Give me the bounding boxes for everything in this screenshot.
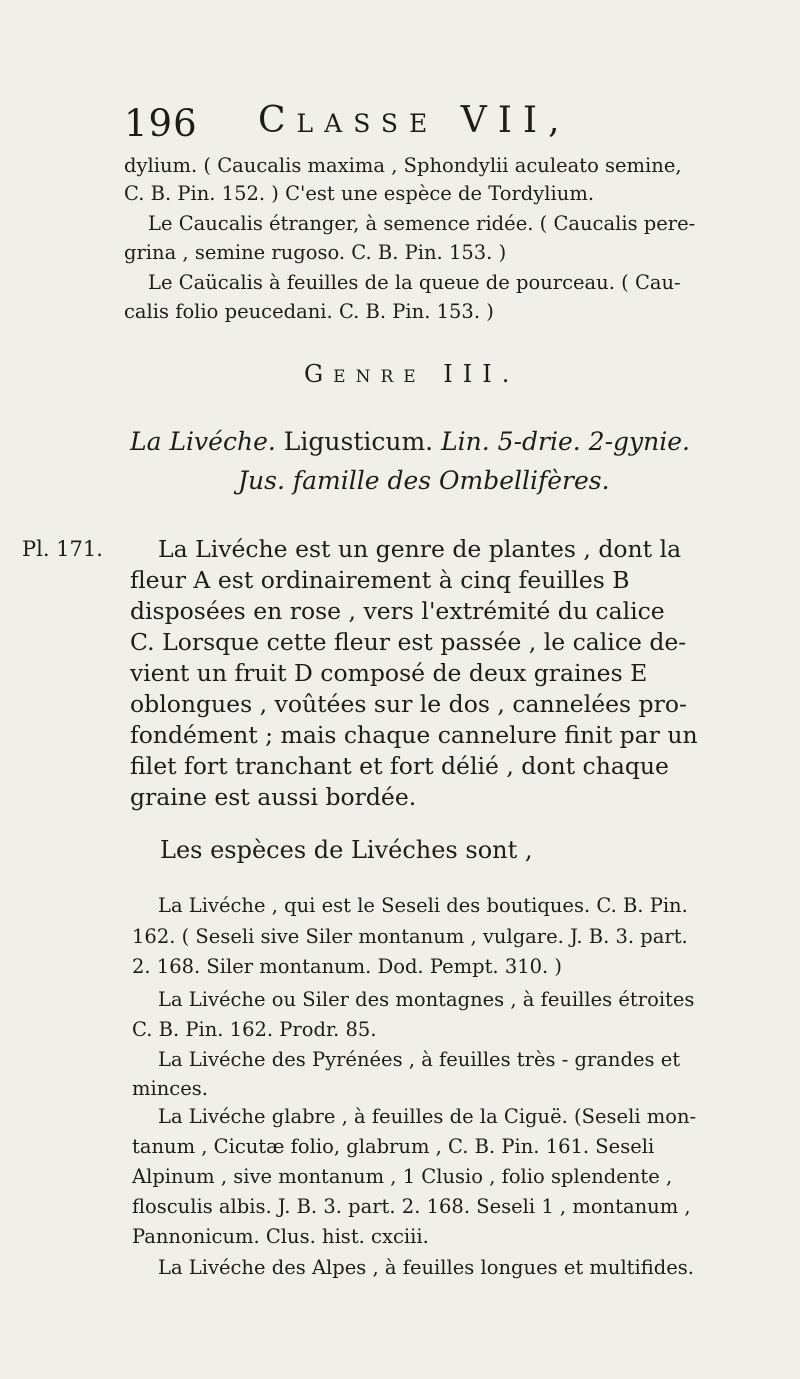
- french-genus-name: La Livéche.: [130, 427, 276, 456]
- description-line: vient un fruit D composé de deux graines E: [130, 659, 648, 687]
- species-line: La Livéche des Pyrénées , à feuilles très - grandes et: [158, 1048, 681, 1071]
- page-number: 196: [124, 102, 198, 145]
- plate-reference: Pl. 171.: [22, 537, 103, 561]
- intro-line: Le Caücalis à feuilles de la queue de pourceau. ( Cau-: [148, 271, 681, 294]
- species-line: La Livéche ou Siler des montagnes , à feuilles étroites: [158, 988, 695, 1011]
- intro-line: dylium. ( Caucalis maxima , Sphondylii aculeato semine,: [124, 154, 682, 177]
- intro-line: Le Caucalis étranger, à semence ridée. ( Caucalis pere-: [148, 212, 696, 235]
- class-title: Classe VII,: [258, 100, 571, 141]
- description-line: fleur A est ordinairement à cinq feuilles B: [130, 566, 630, 594]
- description-line: oblongues , voûtées sur le dos , cannelées pro-: [130, 690, 687, 718]
- intro-line: calis folio peucedani. C. B. Pin. 153. ): [124, 300, 494, 323]
- species-line: Alpinum , sive montanum , 1 Clusio , folio splendente ,: [132, 1165, 673, 1188]
- linnaeus-classification: Lin. 5-drie. 2-gynie.: [441, 427, 690, 456]
- intro-line: grina , semine rugoso. C. B. Pin. 153. ): [124, 241, 507, 264]
- description-line: graine est aussi bordée.: [130, 783, 417, 811]
- genre-title: Genre III.: [304, 360, 520, 388]
- species-line: minces.: [132, 1077, 208, 1100]
- description-line: La Livéche est un genre de plantes , dont la: [158, 535, 682, 563]
- species-line: La Livéche des Alpes , à feuilles longues et multifides.: [158, 1256, 694, 1279]
- species-line: La Livéche , qui est le Seseli des boutiques. C. B. Pin.: [158, 894, 688, 917]
- species-line: La Livéche glabre , à feuilles de la Ciguë. (Seseli mon-: [158, 1105, 697, 1128]
- species-line: C. B. Pin. 162. Prodr. 85.: [132, 1018, 377, 1041]
- description-line: filet fort tranchant et fort délié , dont chaque: [130, 752, 669, 780]
- species-line: Pannonicum. Clus. hist. cxciii.: [132, 1225, 429, 1248]
- jussieu-family: Jus. famille des Ombellifères.: [238, 466, 610, 495]
- species-heading: Les espèces de Livéches sont ,: [160, 836, 533, 864]
- latin-genus-name: Ligusticum.: [283, 427, 434, 456]
- intro-line: C. B. Pin. 152. ) C'est une espèce de Tordylium.: [124, 182, 595, 205]
- running-header: [124, 96, 784, 152]
- description-line: disposées en rose , vers l'extrémité du calice: [130, 597, 665, 625]
- description-line: C. Lorsque cette fleur est passée , le calice de-: [130, 628, 687, 656]
- species-line: tanum , Cicutæ folio, glabrum , C. B. Pin. 161. Seseli: [132, 1135, 655, 1158]
- species-line: 2. 168. Siler montanum. Dod. Pempt. 310. ): [132, 955, 563, 978]
- species-line: 162. ( Seseli sive Siler montanum , vulgare. J. B. 3. part.: [132, 925, 688, 948]
- species-line: flosculis albis. J. B. 3. part. 2. 168. Seseli 1 , montanum ,: [132, 1195, 691, 1218]
- genus-name-line: [130, 427, 690, 456]
- description-line: fondément ; mais chaque cannelure finit par un: [130, 721, 698, 749]
